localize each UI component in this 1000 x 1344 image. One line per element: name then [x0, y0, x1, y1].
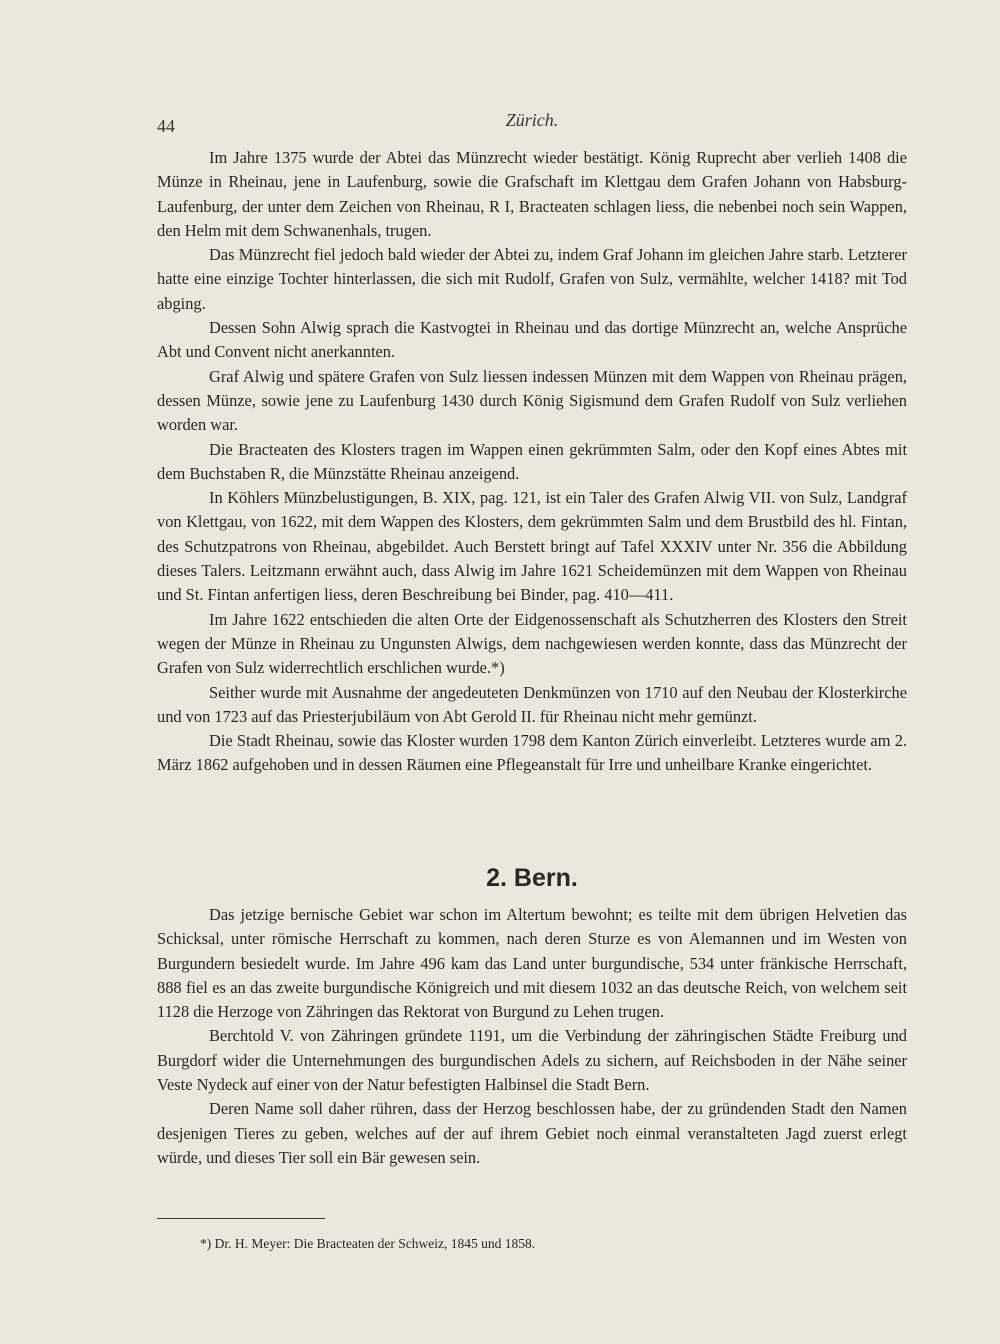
footnote: *) Dr. H. Meyer: Die Bracteaten der Schweiz, 1845 und 1858.: [200, 1236, 536, 1251]
paragraph: In Köhlers Münzbelustigungen, B. XIX, pag. 121, ist ein Taler des Grafen Alwig VII. von Sulz, Landgraf von Klettgau, von 1622, mit dem Wappen des Klosters, dem gekrümmten Salm und dem Brustbild des hl. Fintan, des Schutzpatrons von Rheinau, abgebildet. Auch Berstett bringt auf Tafel XXXIV unter Nr. 356 die Abbildung dieses Talers. Leitzmann erwähnt auch, dass Alwig im Jahre 1621 Scheidemünzen mit dem Wappen von Rheinau und St. Fintan anfertigen liess, deren Beschreibung bei Binder, pag. 410—411.: [157, 488, 907, 605]
section-heading: 2. Bern.: [486, 864, 578, 892]
section-zurich-text: [157, 146, 907, 778]
page-number: 44: [157, 116, 175, 136]
paragraph: Graf Alwig und spätere Grafen von Sulz liessen indessen Münzen mit dem Wappen von Rheinau prägen, dessen Münze, sowie jene zu Laufenburg 1430 durch König Sigismund dem Grafen Rudolf von Sulz verliehen worden war.: [157, 366, 907, 435]
running-head: Zürich.: [505, 110, 559, 130]
paragraph: Das jetzige bernische Gebiet war schon im Altertum bewohnt; es teilte mit dem übrigen Helvetien das Schicksal, unter römische Herrschaft zu kommen, nach deren Sturze es von Alemannen und im Westen von Burgundern besiedelt wurde. Im Jahre 496 kam das Land unter burgundische, 534 unter fränkische Herrschaft, 888 fiel es an das zweite burgundische Königreich und mit diesem 1032 an das deutsche Reich, von welchem seit 1128 die Herzoge von Zähringen das Rektorat von Burgund zu Lehen trugen.: [157, 905, 907, 1022]
paragraph: Die Stadt Rheinau, sowie das Kloster wurden 1798 dem Kanton Zürich einverleibt. Letzteres wurde am 2. März 1862 aufgehoben und in dessen Räumen eine Pflegeanstalt für Irre und unheilbare Kranke eingerichtet.: [157, 731, 907, 775]
paragraph: Deren Name soll daher rühren, dass der Herzog beschlossen habe, der zu gründenden Stadt den Namen desjenigen Tieres zu geben, welches auf der auf ihrem Gebiet noch einmal veranstalteten Jagd zuerst erlegt würde, und dieses Tier soll ein Bär gewesen sein.: [157, 1099, 907, 1167]
section-bern-text: [157, 903, 907, 1170]
paragraph: Seither wurde mit Ausnahme der angedeuteten Denkmünzen von 1710 auf den Neubau der Klosterkirche und von 1723 auf das Priesterjubiläum von Abt Gerold II. für Rheinau nicht mehr gemünzt.: [157, 682, 907, 726]
paragraph: Berchtold V. von Zähringen gründete 1191, um die Verbindung der zähringischen Städte Freiburg und Burgdorf wider die Unternehmungen des burgundischen Adels zu sichern, auf Reichsboden in der Nähe seiner Veste Nydeck auf einer von der Natur befestigten Halbinsel die Stadt Bern.: [157, 1026, 907, 1095]
footnote-divider: [157, 1218, 325, 1219]
paragraph: Das Münzrecht fiel jedoch bald wieder der Abtei zu, indem Graf Johann im gleichen Jahre starb. Letzterer hatte eine einzige Tochter hinterlassen, die sich mit Rudolf, Grafen von Sulz, vermählte, welcher 1418? mit Tod abging.: [157, 245, 907, 313]
page-header: [157, 110, 907, 140]
paragraph: Dessen Sohn Alwig sprach die Kastvogtei in Rheinau und das dortige Münzrecht an, welche Ansprüche Abt und Convent nicht anerkannten.: [157, 318, 907, 362]
paragraph: Im Jahre 1622 entschieden die alten Orte der Eidgenossenschaft als Schutzherren des Klosters den Streit wegen der Münze in Rheinau zu Ungunsten Alwigs, dem nachgewiesen werden konnte, dass das Münzrecht der Grafen von Sulz widerrechtlich erschlichen wurde.*): [157, 609, 907, 678]
paragraph: Im Jahre 1375 wurde der Abtei das Münzrecht wieder bestätigt. König Ruprecht aber verlieh 1408 die Münze in Rheinau, jene in Laufenburg, sowie die Grafschaft im Klettgau dem Grafen Johann von Habsburg-Laufenburg, der unter dem Zeichen von Rheinau, R I, Bracteaten schlagen liess, die nebenbei noch sein Wappen, den Helm mit dem Schwanenhals, trugen.: [157, 148, 907, 240]
paragraph: Die Bracteaten des Klosters tragen im Wappen einen gekrümmten Salm, oder den Kopf eines Abtes mit dem Buchstaben R, die Münzstätte Rheinau anzeigend.: [157, 439, 907, 483]
